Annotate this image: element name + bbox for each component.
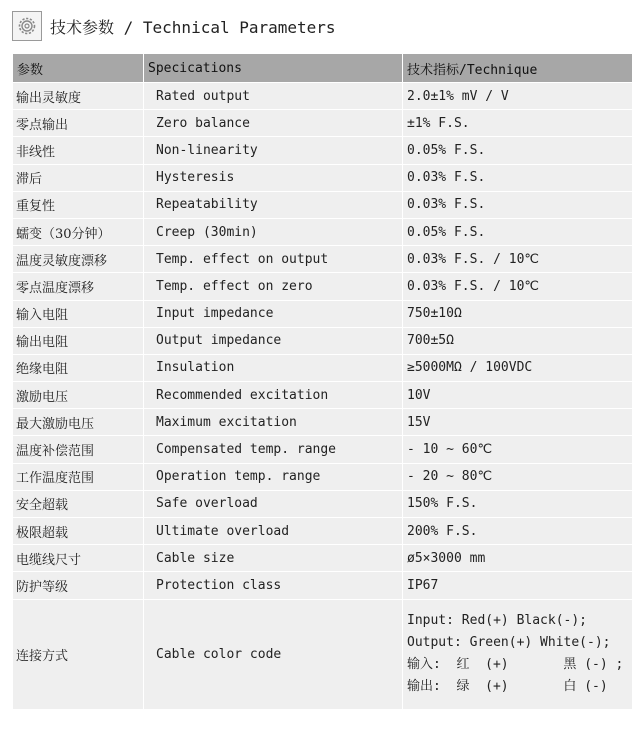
- table-row: [13, 545, 633, 572]
- table-row: [13, 463, 633, 490]
- parameter-value: 0.05% F.S.: [403, 137, 633, 164]
- table-row: [13, 164, 633, 191]
- table-header-row: [13, 54, 633, 83]
- parameter-cn: 零点输出: [13, 110, 144, 137]
- parameter-value: 700±5Ω: [403, 327, 633, 354]
- parameter-cn: 输出电阻: [13, 327, 144, 354]
- parameter-en: Output impedance: [144, 327, 403, 354]
- parameter-value: 2.0±1% mV / V: [403, 83, 633, 110]
- parameter-en: Recommended excitation: [144, 382, 403, 409]
- parameter-en: Safe overload: [144, 490, 403, 517]
- parameter-en: Hysteresis: [144, 164, 403, 191]
- parameter-cn: 安全超载: [13, 490, 144, 517]
- parameter-value: 750±10Ω: [403, 300, 633, 327]
- parameter-cn: 输入电阻: [13, 300, 144, 327]
- parameter-value: 0.03% F.S. / 10℃: [403, 246, 633, 273]
- parameter-cn: 零点温度漂移: [13, 273, 144, 300]
- parameter-value: 0.03% F.S.: [403, 191, 633, 218]
- parameter-cn: 输出灵敏度: [13, 83, 144, 110]
- parameter-en: Compensated temp. range: [144, 436, 403, 463]
- parameter-cn: 连接方式: [13, 599, 144, 709]
- parameter-en: Temp. effect on output: [144, 246, 403, 273]
- parameter-en: Maximum excitation: [144, 409, 403, 436]
- parameter-cn: 重复性: [13, 191, 144, 218]
- parameter-cn: 蠕变（30分钟）: [13, 218, 144, 245]
- gear-icon: [12, 11, 42, 41]
- table-row: [13, 572, 633, 599]
- parameter-en: Insulation: [144, 354, 403, 381]
- parameter-cn: 最大激励电压: [13, 409, 144, 436]
- section-title-bar: [12, 8, 632, 44]
- parameter-value: 0.03% F.S.: [403, 164, 633, 191]
- parameter-value: - 20 ~ 80℃: [403, 463, 633, 490]
- parameter-en: Cable size: [144, 545, 403, 572]
- table-row: [13, 518, 633, 545]
- parameter-en: Input impedance: [144, 300, 403, 327]
- column-header-technique: 技术指标/Technique: [403, 54, 633, 83]
- table-row: [13, 327, 633, 354]
- parameter-value: 0.05% F.S.: [403, 218, 633, 245]
- table-row: [13, 110, 633, 137]
- parameter-en: Temp. effect on zero: [144, 273, 403, 300]
- table-row: [13, 137, 633, 164]
- parameter-en: Repeatability: [144, 191, 403, 218]
- parameter-cn: 滞后: [13, 164, 144, 191]
- parameter-en: Protection class: [144, 572, 403, 599]
- table-row: [13, 354, 633, 381]
- cable-color-line: 输入: 红 (+) 黑 (-) ;: [407, 657, 624, 673]
- parameter-value: 200% F.S.: [403, 518, 633, 545]
- parameter-en: Zero balance: [144, 110, 403, 137]
- table-row-cable-color-code: [13, 599, 633, 709]
- parameter-value: 15V: [403, 409, 633, 436]
- parameter-cn: 绝缘电阻: [13, 354, 144, 381]
- parameter-value: ø5×3000 mm: [403, 545, 633, 572]
- parameter-cn: 激励电压: [13, 382, 144, 409]
- parameter-value: 150% F.S.: [403, 490, 633, 517]
- parameter-cn: 温度补偿范围: [13, 436, 144, 463]
- cable-color-line: Output: Green(+) White(-);: [407, 635, 611, 651]
- parameter-cn: 非线性: [13, 137, 144, 164]
- cable-color-line: Input: Red(+) Black(-);: [407, 613, 588, 629]
- parameter-cn: 温度灵敏度漂移: [13, 246, 144, 273]
- parameter-value: ±1% F.S.: [403, 110, 633, 137]
- parameter-cn: 极限超载: [13, 518, 144, 545]
- parameter-cn: 防护等级: [13, 572, 144, 599]
- parameter-en: Non-linearity: [144, 137, 403, 164]
- table-row: [13, 191, 633, 218]
- table-row: [13, 382, 633, 409]
- parameter-en: Ultimate overload: [144, 518, 403, 545]
- parameter-cn: 工作温度范围: [13, 463, 144, 490]
- parameter-value: ≥5000MΩ / 100VDC: [403, 354, 633, 381]
- cable-color-line: 输出: 绿 (+) 白 (-): [407, 679, 608, 695]
- column-header-parameter: 参数: [13, 54, 144, 83]
- table-row: [13, 273, 633, 300]
- parameter-value: - 10 ~ 60℃: [403, 436, 633, 463]
- parameter-value: 0.03% F.S. / 10℃: [403, 273, 633, 300]
- parameter-cn: 电缆线尺寸: [13, 545, 144, 572]
- table-row: [13, 436, 633, 463]
- parameter-en: Rated output: [144, 83, 403, 110]
- parameter-value: 10V: [403, 382, 633, 409]
- table-row: [13, 300, 633, 327]
- parameter-en: Operation temp. range: [144, 463, 403, 490]
- column-header-specifications: Specications: [144, 54, 403, 83]
- parameter-en: Cable color code: [144, 599, 403, 709]
- table-row: [13, 83, 633, 110]
- section-title: 技术参数 / Technical Parameters: [50, 17, 336, 37]
- table-row: [13, 218, 633, 245]
- table-row: [13, 246, 633, 273]
- table-row: [13, 490, 633, 517]
- parameter-value-lines: [403, 599, 633, 709]
- table-row: [13, 409, 633, 436]
- parameter-en: Creep (30min): [144, 218, 403, 245]
- parameter-value: IP67: [403, 572, 633, 599]
- parameters-table: [12, 53, 633, 710]
